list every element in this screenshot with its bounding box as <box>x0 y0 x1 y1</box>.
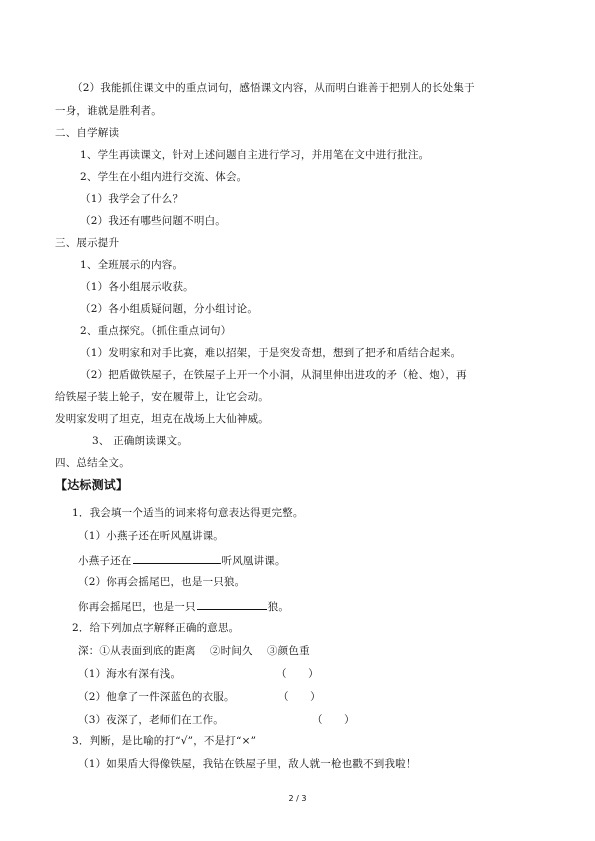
section-heading-4: 四、总结全文。 <box>55 457 130 469</box>
step-3-1-b: （2）各小组质疑问题，分小组讨论。 <box>80 303 259 315</box>
question-1-fill-b <box>78 598 289 614</box>
goal-2-line1: （2）我能抓住课文中的重点词句，感悟课文内容，从而明白谁善于把别人的长处集于 <box>72 82 475 94</box>
question-2-definitions: 深：①从表面到底的距离 ②时间久 ③颜色重 <box>78 645 310 657</box>
fill-b-prefix: 你再会摇尾巴，也是一只 <box>78 601 196 613</box>
answer-paren-1[interactable]: （ ） <box>276 668 319 680</box>
section-heading-2: 二、自学解读 <box>55 127 120 139</box>
question-2-item-2: （2）他拿了一件深蓝色的衣服。 <box>78 691 235 703</box>
step-2-2-a: （1）我学会了什么？ <box>80 193 184 205</box>
answer-paren-3[interactable]: （ ） <box>312 714 355 726</box>
question-1-sentence-b: （2）你再会摇尾巴，也是一只狼。 <box>78 576 246 588</box>
step-2-2-b: （2）我还有哪些问题不明白。 <box>80 215 226 227</box>
step-2-1: 1、学生再读课文，针对上述问题自主进行学习，并用笔在文中进行批注。 <box>80 149 430 161</box>
fill-b-suffix: 狼。 <box>267 601 290 613</box>
question-1-fill-a <box>78 552 286 568</box>
fill-a-prefix: 小燕子还在 <box>78 555 132 567</box>
step-3-3: 3、 正确朗读课文。 <box>92 435 189 447</box>
step-3-1: 1、全班展示的内容。 <box>80 259 184 271</box>
question-1: 1．我会填一个适当的词来将句意表达得更完整。 <box>72 507 304 519</box>
step-3-2-b-line2: 给铁屋子装上轮子，安在履带上，让它会动。 <box>55 391 269 403</box>
step-3-1-a: （1）各小组展示收获。 <box>80 281 194 293</box>
step-3-2-a: （1）发明家和对手比赛，难以招架，于是突发奇想，想到了把矛和盾结合起来。 <box>80 347 462 359</box>
fill-b-blank[interactable] <box>197 598 267 610</box>
page-number: 2 / 3 <box>288 794 307 803</box>
question-2-item-1: （1）海水有深有浅。 <box>78 668 182 680</box>
step-2-2: 2、学生在小组内进行交流、体会。 <box>80 171 248 183</box>
step-3-2-c: 发明家发明了坦克，坦克在战场上大仙神威。 <box>55 413 269 425</box>
question-2: 2．给下列加点字解释正确的意思。 <box>72 622 240 634</box>
question-1-sentence-a: （1）小燕子还在听风凰讲课。 <box>78 530 224 542</box>
question-2-item-3: （3）夜深了，老师们在工作。 <box>78 714 224 726</box>
step-3-2-b-line1: （2）把盾做铁屋子，在铁屋子上开一个小洞，从洞里伸出进攻的矛（枪、炮），再 <box>80 369 467 381</box>
fill-a-suffix: 听风凰讲课。 <box>221 555 286 567</box>
fill-a-blank[interactable] <box>133 552 221 564</box>
section-heading-3: 三、展示提升 <box>55 237 120 249</box>
question-3-item-1: （1）如果盾大得像铁屋，我钻在铁屋子里，敌人就一枪也戳不到我啦！ <box>78 758 417 770</box>
goal-2-line2: 一身，谁就是胜利者。 <box>55 105 162 117</box>
answer-paren-2[interactable]: （ ） <box>278 691 321 703</box>
test-heading: 【达标测试】 <box>55 478 129 492</box>
step-3-2: 2、重点探究。（抓住重点词句） <box>80 325 232 337</box>
question-3: 3．判断，是比喻的打“√”，不是打“×” <box>72 735 257 747</box>
